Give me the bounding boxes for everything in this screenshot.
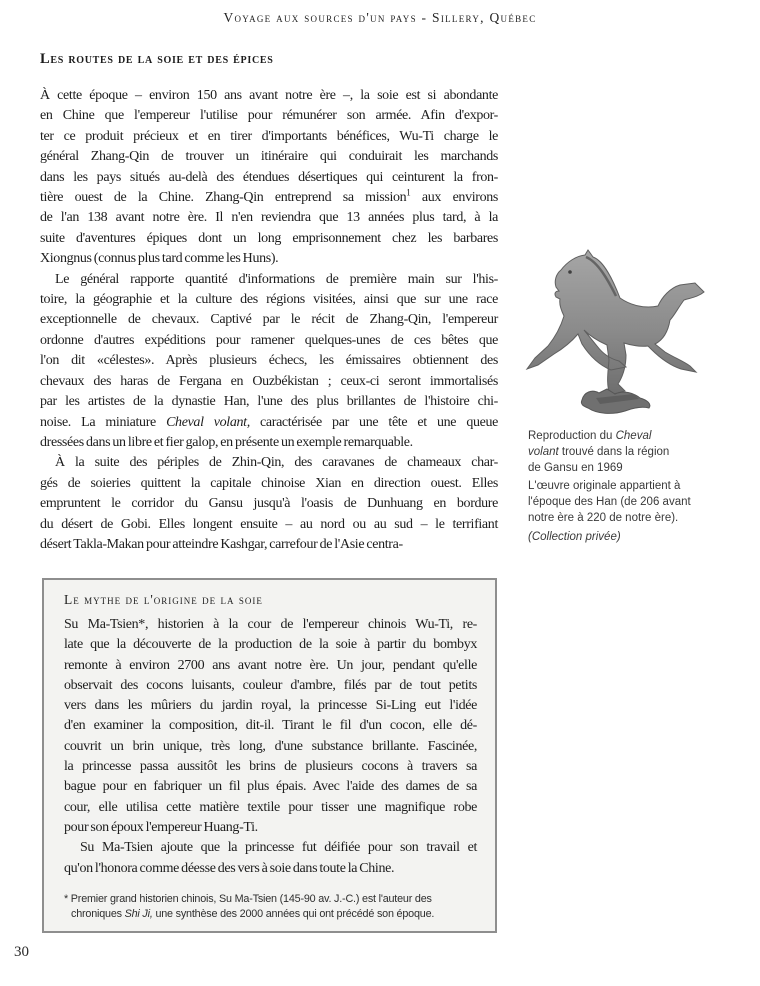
- text-line: À cette époque – environ 150 ans avant notre ère –, la soie est si abondante: [40, 88, 498, 103]
- text-line: en Chine que l'empereur l'utilise pour rémunérer son armée. Afin d'expor-: [40, 108, 498, 124]
- body-text: [40, 86, 498, 555]
- page-number: 30: [14, 944, 29, 960]
- text-line: late que la découverte de la production de la soie à partir du bombyx: [64, 637, 477, 653]
- text-line: observait des cocons luisants, couleur d'ambre, filés par de tout petits: [64, 677, 477, 693]
- horse-eye: [568, 270, 572, 274]
- sidebar-text: [64, 615, 477, 879]
- text-line: d'en examiner la composition, dit-il. Tirant le fil d'un cocon, elle dé-: [64, 718, 477, 734]
- caption-provenance: L'œuvre originale appartient à l'époque des Han (de 206 avant notre ère à 220 de notre ère).: [528, 480, 691, 524]
- text-line: pour son époux l'empereur Huang-Ti.: [64, 819, 258, 835]
- paragraph: [40, 86, 498, 270]
- text-line: suite d'aventures épiques dont un long emprisonnement chez les barbares: [40, 230, 498, 246]
- myth-sidebar-box: [42, 578, 497, 933]
- text-line: la princesse passa aussitôt les brins de plusieurs cocons à travers sa: [64, 759, 477, 775]
- caption-credit: (Collection privée): [528, 530, 621, 543]
- text-line: par les artistes de la dynastie Han, l'une des plus brillantes de l'histoire chi-: [40, 394, 498, 410]
- horse-svg: [512, 248, 747, 428]
- text-line: désert Takla-Makan pour atteindre Kashgar, carrefour de l'Asie centra-: [40, 536, 403, 552]
- sidebar-footnote: * Premier grand historien chinois, Su Ma-Tsien (145-90 av. J.-C.) est l'auteur des chroniques Shi Ji, une synthèse des 2000 années qui ont précédé son époque.: [64, 892, 435, 920]
- text-line: dans les pays situés au-delà des étendues désertiques qui ceinturent la fron-: [40, 169, 498, 185]
- running-header: Voyage aux sources d'un pays - Sillery, Québec: [223, 10, 537, 25]
- paragraph: [64, 838, 477, 879]
- text-line: ter ce produit précieux et en tirer d'importants bénéfices, Wu-Ti charge le: [40, 128, 498, 144]
- text-line: tière ouest de la Chine. Zhang-Qin entreprend sa mission$^1$ aux environs: [40, 187, 498, 206]
- text-line: couvrit un brin unique, très long, d'une substance brillante. Fascinée,: [64, 738, 477, 754]
- paragraph: [40, 270, 498, 454]
- text-line: remonte à environ 2700 ans avant notre ère. Un jour, pendant qu'elle: [64, 657, 477, 673]
- figure-caption: [528, 429, 743, 549]
- section-heading: Les routes de la soie et des épices: [40, 51, 274, 67]
- text-line: Xiongnus (connus plus tard comme les Huns).: [40, 251, 279, 267]
- text-line: général Zhang-Qin de trouver un itinéraire qui conduirait les marchands: [40, 149, 498, 165]
- text-line: dressées dans un libre et fier galop, en présente un exemple remarquable.: [40, 434, 413, 450]
- text-line: chevaux des haras de Fergana en Ouzbékistan ; ceux-ci seront immortalisés: [40, 373, 498, 389]
- text-line: exceptionnelle de chevaux. Captivé par le récit de Zhang-Qin, l'empereur: [40, 312, 498, 328]
- text-line: qu'on l'honora comme déesse des vers à soie dans toute la Chine.: [64, 860, 395, 876]
- text-line: noise. La miniature Cheval volant, caractérisée par une tête et une queue: [40, 414, 498, 430]
- text-line: ordonne d'autres expéditions pour ramener quelques-unes de ces bêtes que: [40, 332, 498, 348]
- text-line: Le général rapporte quantité d'informations de première main sur l'his-: [55, 271, 498, 287]
- text-line: vers dans les mûriers du jardin royal, la princesse Si-Ling eut l'idée: [64, 698, 477, 714]
- paragraph: [40, 453, 498, 555]
- text-line: empruntent le corridor du Gansu jusqu'à l'oasis de Dunhuang en bordure: [40, 496, 498, 512]
- text-line: gés de soieries quittent la capitale chinoise Xian en direction ouest. Elles: [40, 475, 498, 491]
- text-line: Su Ma-Tsien ajoute que la princesse fut déifiée pour son travail et: [80, 840, 477, 856]
- caption-title: Reproduction du Cheval volant trouvé dans la région de Gansu en 1969: [528, 430, 670, 474]
- text-line: cour, elle utilisa cette matière textile pour tisser une magnifique robe: [64, 799, 477, 815]
- text-line: toire, la géographie et la culture des régions visitées, ainsi que sur une race: [40, 292, 498, 308]
- text-line: Su Ma-Tsien*, historien à la cour de l'empereur chinois Wu-Ti, re-: [64, 617, 477, 632]
- text-line: À la suite des périples de Zhin-Qin, des caravanes de chameaux char-: [55, 455, 498, 471]
- text-line: bague pour en fabriquer un fil plus épais. Avec l'aide des dames de sa: [64, 779, 477, 795]
- text-line: l'on dit «célestes». Après plusieurs échecs, les émissaires obtiennent des: [40, 353, 498, 369]
- sidebar-heading: Le mythe de l'origine de la soie: [64, 592, 263, 607]
- paragraph: [64, 615, 477, 838]
- text-line: de l'an 138 avant notre ère. Il n'en reviendra que 13 années plus tard, à la: [40, 210, 498, 226]
- flying-horse-image: [512, 248, 747, 428]
- text-line: du désert de Gobi. Elles longent ensuite – au nord ou au sud – le terrifiant: [40, 516, 498, 532]
- horse-silhouette: [527, 250, 704, 395]
